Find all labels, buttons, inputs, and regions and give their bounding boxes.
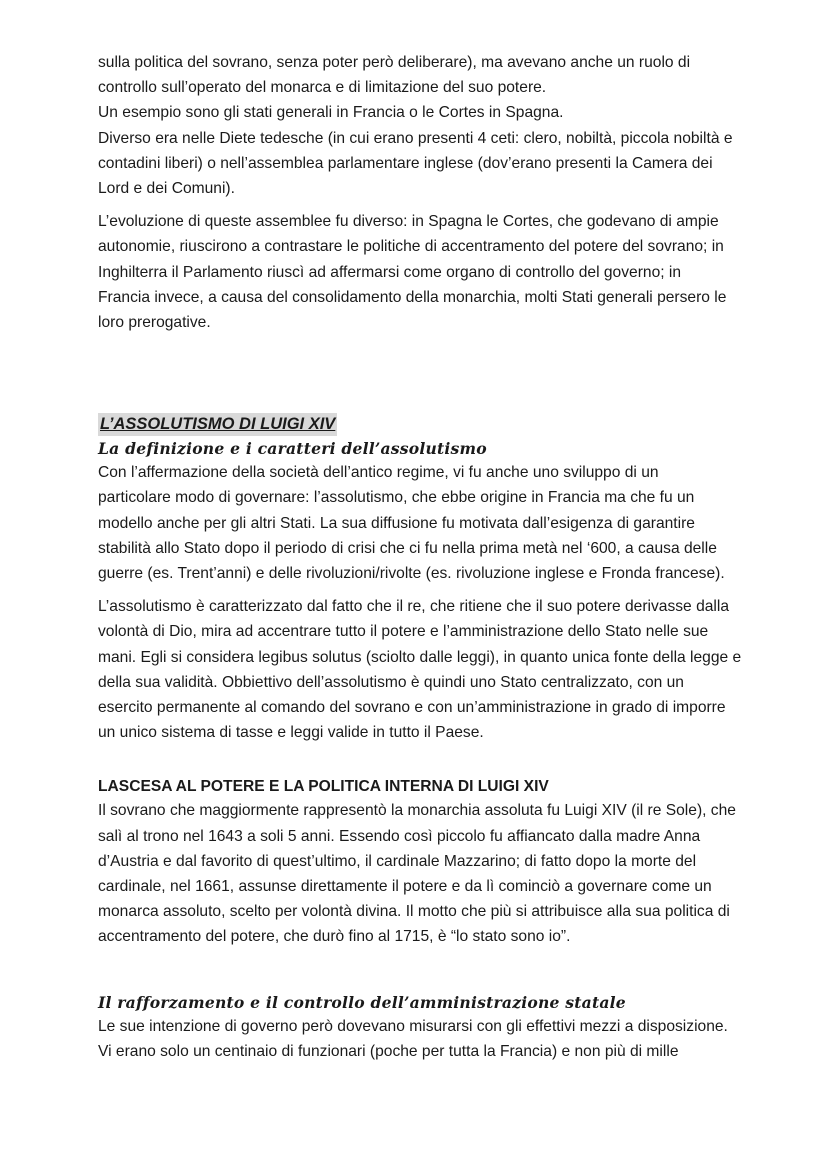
text-line: Le sue intenzione di governo però dovevano misurarsi con gli effettivi mezzi a disposizione. — [98, 1017, 728, 1035]
text-line: guerre (es. Trent’anni) e delle rivoluzioni/rivolte (es. rivoluzione inglese e Fronda francese). — [98, 565, 725, 583]
text-line: volontà di Dio, mira ad accentrare tutto il potere e l’amministrazione dello Stato nelle sue — [98, 623, 709, 641]
text-line: Il sovrano che maggiormente rappresentò la monarchia assoluta fu Luigi XIV (il re Sole), che — [98, 802, 736, 820]
evoluzione-paragraph — [98, 209, 780, 335]
text-line: mani. Egli si considera legibus solutus (sciolto dalle leggi), in quanto unica fonte della legge e — [98, 648, 742, 666]
section-subtitle: Il rafforzamento e il controllo dell’amministrazione statale — [98, 992, 626, 1012]
text-line: Lord e dei Comuni). — [98, 180, 235, 198]
paragraph — [98, 798, 780, 949]
text-line: un unico sistema di tasse e leggi valide in tutto il Paese. — [98, 724, 484, 742]
section-title: LASCESA AL POTERE E LA POLITICA INTERNA DI LUIGI XIV — [98, 778, 549, 796]
text-line: Francia invece, a causa del consolidamento della monarchia, molti Stati generali persero le — [98, 288, 727, 306]
text-line: esercito permanente al comando del sovrano e con un’amministrazione in grado di imporre — [98, 699, 726, 717]
text-line: Diverso era nelle Diete tedesche (in cui erano presenti 4 ceti: clero, nobiltà, piccola nobiltà e — [98, 129, 733, 147]
section-assolutismo — [98, 413, 780, 745]
section-subtitle: La definizione e i caratteri dell’assolutismo — [98, 439, 487, 459]
text-line: modello anche per gli altri Stati. La sua diffusione fu motivata dall’esigenza di garantire — [98, 514, 695, 532]
text-line: L’evoluzione di queste assemblee fu diverso: in Spagna le Cortes, che godevano di ampie — [98, 213, 719, 231]
text-line: Vi erano solo un centinaio di funzionari (poche per tutta la Francia) e non più di mille — [98, 1042, 679, 1060]
text-line: sulla politica del sovrano, senza poter però deliberare), ma avevano anche un ruolo di — [98, 54, 691, 71]
text-line: Inghilterra il Parlamento riuscì ad affermarsi come organo di controllo del governo; in — [98, 263, 682, 281]
section-rafforzamento — [98, 992, 780, 1064]
text-line: della sua validità. Obbiettivo dell’assolutismo è quindi uno Stato centralizzato, con un — [98, 673, 684, 691]
text-line: salì al trono nel 1643 a soli 5 anni. Essendo così piccolo fu affiancato dalla madre Anna — [98, 827, 701, 845]
paragraph — [98, 594, 780, 745]
paragraph — [98, 460, 780, 586]
text-line: loro prerogative. — [98, 314, 211, 332]
text-line: controllo sull’operato del monarca e di limitazione del suo potere. — [98, 79, 547, 97]
text-line: autonomie, riuscirono a contrastare le politiche di accentramento del potere del sovrano; in — [98, 238, 724, 256]
paragraph — [98, 1014, 780, 1064]
text-line: monarca assoluto, scelto per volontà divina. Il motto che più si attribuisce alla sua politica di — [98, 903, 730, 921]
text-line: d’Austria e dal favorito di quest’ultimo, il cardinale Mazzarino; di fatto dopo la morte del — [98, 852, 697, 870]
text-line: Un esempio sono gli stati generali in Francia o le Cortes in Spagna. — [98, 104, 564, 122]
text-line: particolare modo di governare: l’assolutismo, che ebbe origine in Francia ma che fu un — [98, 489, 695, 507]
text-line: contadini liberi) o nell’assemblea parlamentare inglese (dov’erano presenti la Camera dei — [98, 154, 713, 172]
text-line: accentramento del potere, che durò fino al 1715, è “lo stato sono io”. — [98, 928, 571, 946]
text-line: cardinale, nel 1661, assunse direttamente il potere e da lì cominciò a governare come un — [98, 878, 712, 896]
text-line: stabilità allo Stato dopo il periodo di crisi che ci fu nella prima metà nel ‘600, a causa delle — [98, 539, 717, 557]
section-title: L’ASSOLUTISMO DI LUIGI XIV — [98, 413, 337, 436]
text-line: Con l’affermazione della società dell’antico regime, vi fu anche uno sviluppo di un — [98, 464, 659, 482]
text-line: L’assolutismo è caratterizzato dal fatto che il re, che ritiene che il suo potere derivasse dalla — [98, 598, 730, 616]
section-ascesa — [98, 775, 780, 949]
intro-paragraph — [98, 50, 780, 201]
